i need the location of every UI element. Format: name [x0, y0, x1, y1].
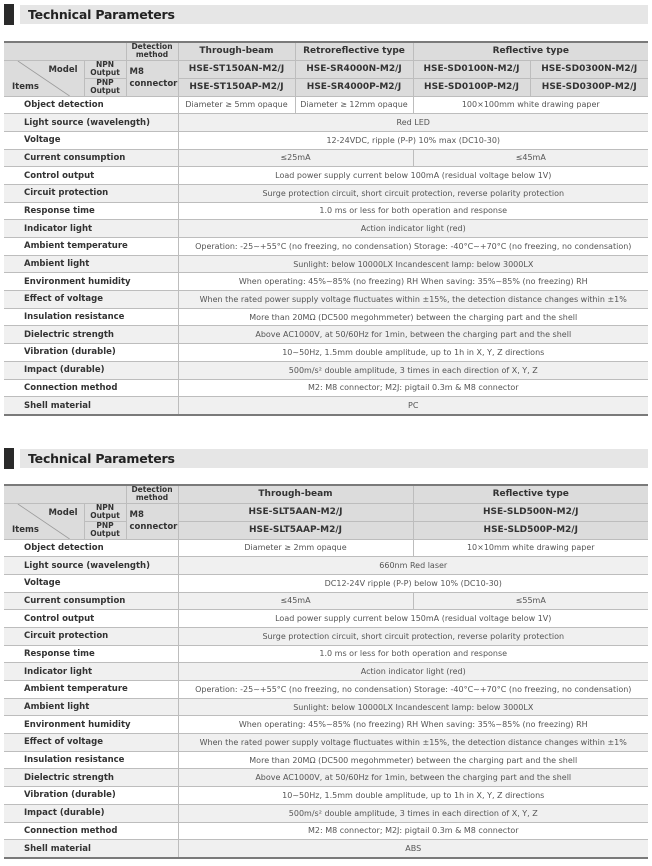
- row-label: Insulation resistance: [4, 751, 178, 769]
- table-row: [4, 397, 648, 415]
- table-row: [4, 681, 648, 699]
- table-row: [4, 751, 648, 769]
- section-title: Technical Parameters: [28, 451, 175, 466]
- category-reflective: Reflective type: [413, 485, 648, 503]
- row-label: Shell material: [4, 840, 178, 858]
- npn-model: HSE-ST150AN-M2/J: [178, 60, 295, 78]
- table-row: [4, 610, 648, 628]
- row-label: Circuit protection: [4, 184, 178, 202]
- row-value: M2: M8 connector; M2J: pigtail 0.3m & M8 connector: [178, 379, 648, 397]
- row-value: When the rated power supply voltage fluctuates within ±15%, the detection distance changes within ±1%: [178, 734, 648, 752]
- table-row: [4, 379, 648, 397]
- category-through-beam: Through-beam: [178, 42, 295, 60]
- row-value: 100×100mm white drawing paper: [413, 96, 648, 114]
- table-row: [4, 167, 648, 185]
- table-row: [4, 804, 648, 822]
- row-label: Effect of voltage: [4, 734, 178, 752]
- row-label: Ambient temperature: [4, 238, 178, 256]
- category-through-beam: Through-beam: [178, 485, 413, 503]
- items-label: Items: [12, 524, 39, 535]
- row-label: Indicator light: [4, 663, 178, 681]
- category-retroreflective: Retroreflective type: [295, 42, 413, 60]
- row-label: Response time: [4, 202, 178, 220]
- pnp-output-label: PNP Output: [84, 521, 126, 539]
- row-label: Control output: [4, 167, 178, 185]
- header-row-npn: [4, 60, 648, 78]
- npn-output-label: NPN Output: [84, 503, 126, 521]
- model-label: Model: [48, 507, 78, 518]
- items-model-corner: [4, 503, 84, 539]
- detection-method-label: Detection method: [126, 485, 178, 503]
- npn-model: HSE-SLD500N-M2/J: [413, 503, 648, 521]
- model-label: Model: [48, 64, 78, 75]
- npn-model: HSE-SD0300N-M2/J: [530, 60, 648, 78]
- table-row: [4, 361, 648, 379]
- row-value: DC12-24V ripple (P-P) below 10% (DC10-30): [178, 574, 648, 592]
- heading-accent-bar: [4, 448, 14, 469]
- header-row-pnp: [4, 521, 648, 539]
- table-row: [4, 627, 648, 645]
- header-row-detection: [4, 42, 648, 60]
- table-row: [4, 184, 648, 202]
- section-heading-2: [4, 448, 648, 469]
- row-label: Connection method: [4, 379, 178, 397]
- pnp-model: HSE-SD0100P-M2/J: [413, 78, 530, 96]
- row-label: Current consumption: [4, 149, 178, 167]
- row-label: Current consumption: [4, 592, 178, 610]
- row-value: Load power supply current below 100mA (residual voltage below 1V): [178, 167, 648, 185]
- row-value: 500m/s² double amplitude, 3 times in each direction of X, Y, Z: [178, 361, 648, 379]
- pnp-model: HSE-SLD500P-M2/J: [413, 521, 648, 539]
- row-value: Diameter ≥ 2mm opaque: [178, 539, 413, 557]
- row-value: 10~50Hz, 1.5mm double amplitude, up to 1h in X, Y, Z directions: [178, 344, 648, 362]
- row-value: When operating: 45%~85% (no freezing) RH When saving: 35%~85% (no freezing) RH: [178, 273, 648, 291]
- row-value: Surge protection circuit, short circuit protection, reverse polarity protection: [178, 184, 648, 202]
- row-label: Voltage: [4, 574, 178, 592]
- row-value: 10~50Hz, 1.5mm double amplitude, up to 1h in X, Y, Z directions: [178, 787, 648, 805]
- connector-line-2: connector: [129, 522, 178, 532]
- row-label: Environment humidity: [4, 716, 178, 734]
- npn-model: HSE-SLT5AAN-M2/J: [178, 503, 413, 521]
- spec-table-2: [4, 484, 648, 859]
- row-value: Load power supply current below 150mA (residual voltage below 1V): [178, 610, 648, 628]
- row-label: Shell material: [4, 397, 178, 415]
- heading-accent-bar: [4, 4, 14, 25]
- table-row: [4, 698, 648, 716]
- row-value: Operation: -25~+55°C (no freezing, no condensation) Storage: -40°C~+70°C (no freezing, no condensation): [178, 681, 648, 699]
- row-value: Diameter ≥ 5mm opaque: [178, 96, 295, 114]
- table-row: [4, 96, 648, 114]
- row-value: ≤55mA: [413, 592, 648, 610]
- connector-label: [126, 503, 178, 539]
- table-row: [4, 539, 648, 557]
- row-label: Dielectric strength: [4, 326, 178, 344]
- row-label: Ambient light: [4, 698, 178, 716]
- row-label: Indicator light: [4, 220, 178, 238]
- table-row: [4, 131, 648, 149]
- table-row: [4, 716, 648, 734]
- table-row: [4, 255, 648, 273]
- row-value: Sunlight: below 10000LX Incandescent lamp: below 3000LX: [178, 698, 648, 716]
- row-value: Above AC1000V, at 50/60Hz for 1min, between the charging part and the shell: [178, 326, 648, 344]
- detection-method-label: Detection method: [126, 42, 178, 60]
- npn-model: HSE-SD0100N-M2/J: [413, 60, 530, 78]
- row-label: Environment humidity: [4, 273, 178, 291]
- table-row: [4, 114, 648, 132]
- pnp-model: HSE-SD0300P-M2/J: [530, 78, 648, 96]
- row-value: M2: M8 connector; M2J: pigtail 0.3m & M8 connector: [178, 822, 648, 840]
- table-row: [4, 326, 648, 344]
- row-label: Response time: [4, 645, 178, 663]
- row-label: Light source (wavelength): [4, 114, 178, 132]
- row-value: Action indicator light (red): [178, 663, 648, 681]
- table-row: [4, 645, 648, 663]
- row-label: Object detection: [4, 96, 178, 114]
- row-value: When the rated power supply voltage fluctuates within ±15%, the detection distance changes within ±1%: [178, 291, 648, 309]
- row-value: ABS: [178, 840, 648, 858]
- table-row: [4, 574, 648, 592]
- row-value: More than 20MΩ (DC500 megohmmeter) between the charging part and the shell: [178, 751, 648, 769]
- npn-model: HSE-SR4000N-M2/J: [295, 60, 413, 78]
- items-model-corner: [4, 60, 84, 96]
- row-label: Impact (durable): [4, 361, 178, 379]
- table-row: [4, 769, 648, 787]
- table-row: [4, 149, 648, 167]
- row-value: 1.0 ms or less for both operation and response: [178, 645, 648, 663]
- table-row: [4, 273, 648, 291]
- category-reflective: Reflective type: [413, 42, 648, 60]
- spec-table-1: [4, 41, 648, 416]
- row-label: Circuit protection: [4, 627, 178, 645]
- row-value: 660nm Red laser: [178, 557, 648, 575]
- row-value: 500m/s² double amplitude, 3 times in each direction of X, Y, Z: [178, 804, 648, 822]
- row-value: Diameter ≥ 12mm opaque: [295, 96, 413, 114]
- row-label: Insulation resistance: [4, 308, 178, 326]
- items-label: Items: [12, 81, 39, 92]
- row-value: Above AC1000V, at 50/60Hz for 1min, between the charging part and the shell: [178, 769, 648, 787]
- table-row: [4, 557, 648, 575]
- table-row: [4, 840, 648, 858]
- section-heading-1: [4, 4, 648, 25]
- header-row-detection: [4, 485, 648, 503]
- row-label: Impact (durable): [4, 804, 178, 822]
- row-label: Connection method: [4, 822, 178, 840]
- row-value: PC: [178, 397, 648, 415]
- npn-output-label: NPN Output: [84, 60, 126, 78]
- section-title: Technical Parameters: [28, 7, 175, 22]
- connector-label: [126, 60, 178, 96]
- row-value: 12-24VDC, ripple (P-P) 10% max (DC10-30): [178, 131, 648, 149]
- row-value: Red LED: [178, 114, 648, 132]
- row-value: ≤45mA: [413, 149, 648, 167]
- table-row: [4, 663, 648, 681]
- pnp-model: HSE-ST150AP-M2/J: [178, 78, 295, 96]
- pnp-model: HSE-SR4000P-M2/J: [295, 78, 413, 96]
- row-label: Vibration (durable): [4, 787, 178, 805]
- row-value: 10×10mm white drawing paper: [413, 539, 648, 557]
- row-value: Surge protection circuit, short circuit protection, reverse polarity protection: [178, 627, 648, 645]
- table-row: [4, 202, 648, 220]
- row-label: Control output: [4, 610, 178, 628]
- row-value: Operation: -25~+55°C (no freezing, no condensation) Storage: -40°C~+70°C (no freezing, no condensation): [178, 238, 648, 256]
- row-label: Effect of voltage: [4, 291, 178, 309]
- row-value: Sunlight: below 10000LX Incandescent lamp: below 3000LX: [178, 255, 648, 273]
- table-row: [4, 787, 648, 805]
- table-row: [4, 344, 648, 362]
- table-row: [4, 238, 648, 256]
- row-value: When operating: 45%~85% (no freezing) RH When saving: 35%~85% (no freezing) RH: [178, 716, 648, 734]
- row-value: ≤25mA: [178, 149, 413, 167]
- table-row: [4, 220, 648, 238]
- pnp-output-label: PNP Output: [84, 78, 126, 96]
- table-row: [4, 592, 648, 610]
- connector-line-1: M8: [129, 510, 144, 520]
- row-value: 1.0 ms or less for both operation and response: [178, 202, 648, 220]
- row-label: Dielectric strength: [4, 769, 178, 787]
- row-label: Vibration (durable): [4, 344, 178, 362]
- row-label: Ambient temperature: [4, 681, 178, 699]
- table-row: [4, 291, 648, 309]
- row-value: ≤45mA: [178, 592, 413, 610]
- connector-line-2: connector: [129, 79, 178, 89]
- row-value: Action indicator light (red): [178, 220, 648, 238]
- connector-line-1: M8: [129, 67, 144, 77]
- row-value: More than 20MΩ (DC500 megohmmeter) between the charging part and the shell: [178, 308, 648, 326]
- header-row-npn: [4, 503, 648, 521]
- row-label: Object detection: [4, 539, 178, 557]
- row-label: Ambient light: [4, 255, 178, 273]
- row-label: Light source (wavelength): [4, 557, 178, 575]
- table-row: [4, 308, 648, 326]
- row-label: Voltage: [4, 131, 178, 149]
- header-row-pnp: [4, 78, 648, 96]
- pnp-model: HSE-SLT5AAP-M2/J: [178, 521, 413, 539]
- table-row: [4, 734, 648, 752]
- table-row: [4, 822, 648, 840]
